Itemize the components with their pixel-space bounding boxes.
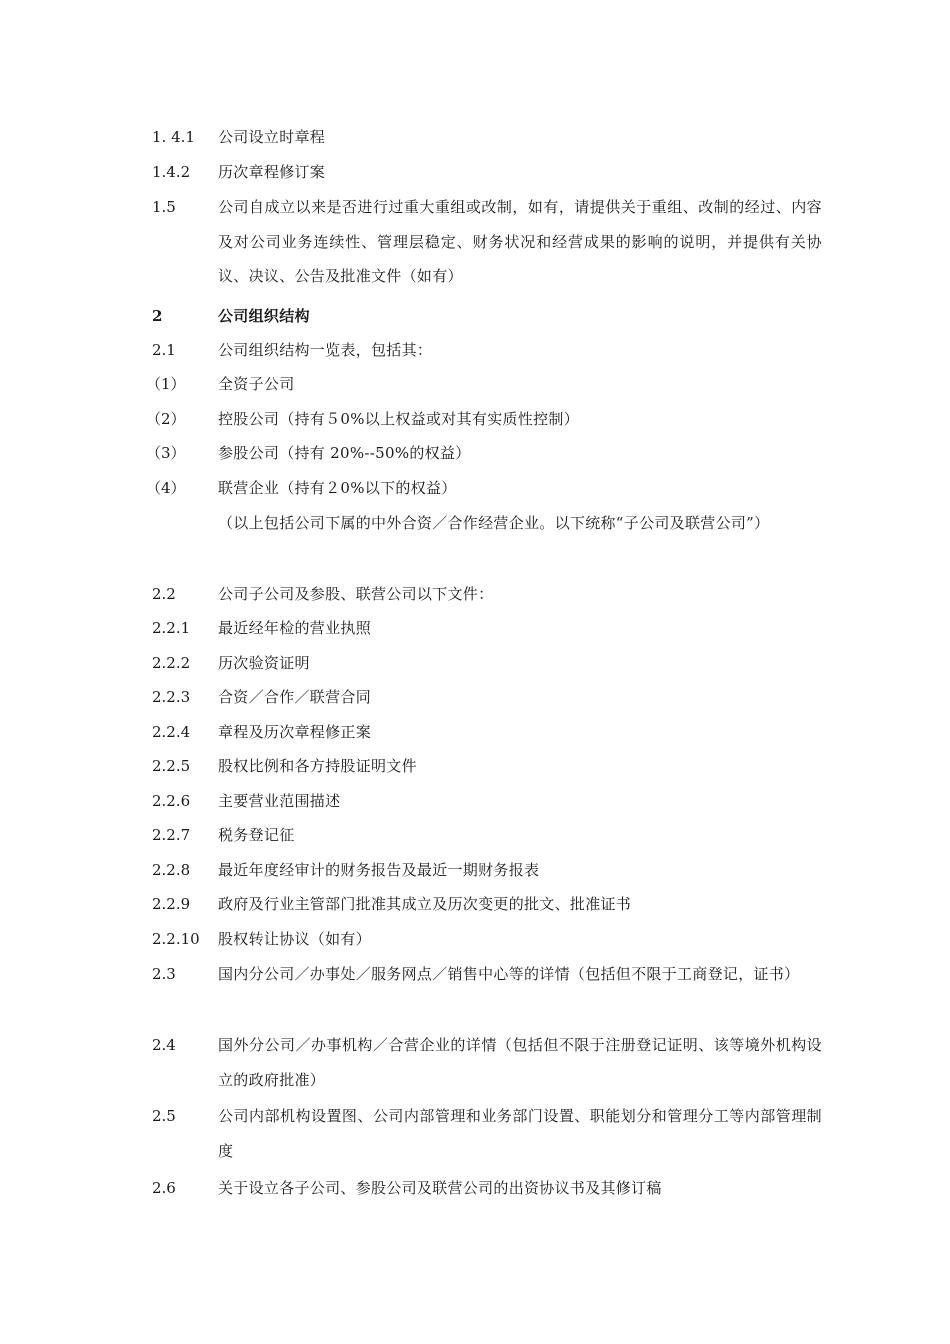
item-text: 股权转让协议（如有） <box>218 930 372 948</box>
item-number: 1.5 <box>152 198 176 216</box>
list-item <box>152 577 822 612</box>
item-text: 最近经年检的营业执照 <box>218 619 372 637</box>
item-text: 关于设立各子公司、参股公司及联营公司的出资协议书及其修订稿 <box>218 1179 662 1197</box>
item-number: 1. 4.1 <box>152 128 195 146</box>
item-number: 2.2.2 <box>152 654 191 672</box>
section-heading <box>152 299 822 334</box>
list-item <box>146 367 816 402</box>
item-number: 2.2.10 <box>152 930 200 948</box>
list-item <box>152 784 822 819</box>
item-text: 税务登记征 <box>218 826 295 844</box>
list-item <box>152 922 822 957</box>
item-number: 2.2.6 <box>152 792 191 810</box>
item-number: （3） <box>146 444 186 462</box>
list-item <box>152 1171 822 1206</box>
item-number: 2.2.3 <box>152 688 191 706</box>
item-text: 公司设立时章程 <box>218 128 326 146</box>
item-number: 2.2.1 <box>152 619 191 637</box>
item-number: （2） <box>146 410 186 428</box>
list-item <box>152 715 822 750</box>
item-text: 历次章程修订案 <box>218 163 326 181</box>
item-number: 2.2.5 <box>152 757 191 775</box>
item-number: 2.2.8 <box>152 861 191 879</box>
item-text: 最近年度经审计的财务报告及最近一期财务报表 <box>218 861 540 879</box>
list-item-note <box>152 506 822 541</box>
list-item <box>152 1028 822 1097</box>
item-text: 公司组织结构一览表，包括其： <box>218 341 433 359</box>
item-number: 2.2.9 <box>152 895 191 913</box>
list-item <box>152 818 822 853</box>
item-text: 联营企业（持有２0%以下的权益） <box>218 479 457 497</box>
item-text: 参股公司（持有 20%--50%的权益） <box>218 444 471 462</box>
item-number: 2.2.7 <box>152 826 191 844</box>
item-text: 国外分公司／办事机构／合营企业的详情（包括但不限于注册登记证明、该等境外机构设立的政府批准） <box>218 1036 822 1089</box>
item-number: 2.2 <box>152 585 176 603</box>
list-item <box>152 646 822 681</box>
list-item <box>152 853 822 888</box>
list-item <box>146 436 816 471</box>
item-text: 主要营业范围描述 <box>218 792 341 810</box>
item-number: 2.6 <box>152 1179 176 1197</box>
list-item <box>152 1099 822 1168</box>
item-text: 全资子公司 <box>218 375 295 393</box>
item-number: 2.4 <box>152 1036 176 1054</box>
item-text: 控股公司（持有５0%以上权益或对其有实质性控制） <box>218 410 579 428</box>
item-number: 2 <box>152 307 163 325</box>
item-number: （1） <box>146 375 186 393</box>
list-item <box>152 120 822 155</box>
list-item <box>152 749 822 784</box>
item-text: 国内分公司／办事处／服务网点／销售中心等的详情（包括但不限于工商登记，证书） <box>218 965 800 983</box>
item-number: 1.4.2 <box>152 163 191 181</box>
list-item <box>146 402 816 437</box>
item-text: 合资／合作／联营合同 <box>218 688 372 706</box>
item-text: 公司自成立以来是否进行过重大重组或改制，如有，请提供关于重组、改制的经过、内容及对公司业务连续性、管理层稳定、财务状况和经营成果的影响的说明，并提供有关协议、决议、公告及批准文件（如有） <box>218 198 822 286</box>
list-item <box>152 887 822 922</box>
item-number: 2.1 <box>152 341 176 359</box>
list-item <box>152 155 822 190</box>
item-text: 政府及行业主管部门批准其成立及历次变更的批文、批准证书 <box>218 895 632 913</box>
item-text: 历次验资证明 <box>218 654 310 672</box>
item-text: 股权比例和各方持股证明文件 <box>218 757 417 775</box>
list-item <box>152 957 822 992</box>
item-text: （以上包括公司下属的中外合资／合作经营企业。以下统称“子公司及联营公司”） <box>218 514 770 532</box>
item-text: 公司组织结构 <box>218 307 310 325</box>
item-number: 2.3 <box>152 965 176 983</box>
item-text: 公司子公司及参股、联营公司以下文件： <box>218 585 494 603</box>
list-item <box>152 611 822 646</box>
item-text: 章程及历次章程修正案 <box>218 723 372 741</box>
list-item <box>152 190 822 294</box>
item-text: 公司内部机构设置图、公司内部管理和业务部门设置、职能划分和管理分工等内部管理制度 <box>218 1107 822 1160</box>
list-item <box>146 471 816 506</box>
item-number: 2.2.4 <box>152 723 191 741</box>
item-number: 2.5 <box>152 1107 176 1125</box>
item-number: （4） <box>146 479 186 497</box>
list-item <box>152 333 822 368</box>
list-item <box>152 680 822 715</box>
